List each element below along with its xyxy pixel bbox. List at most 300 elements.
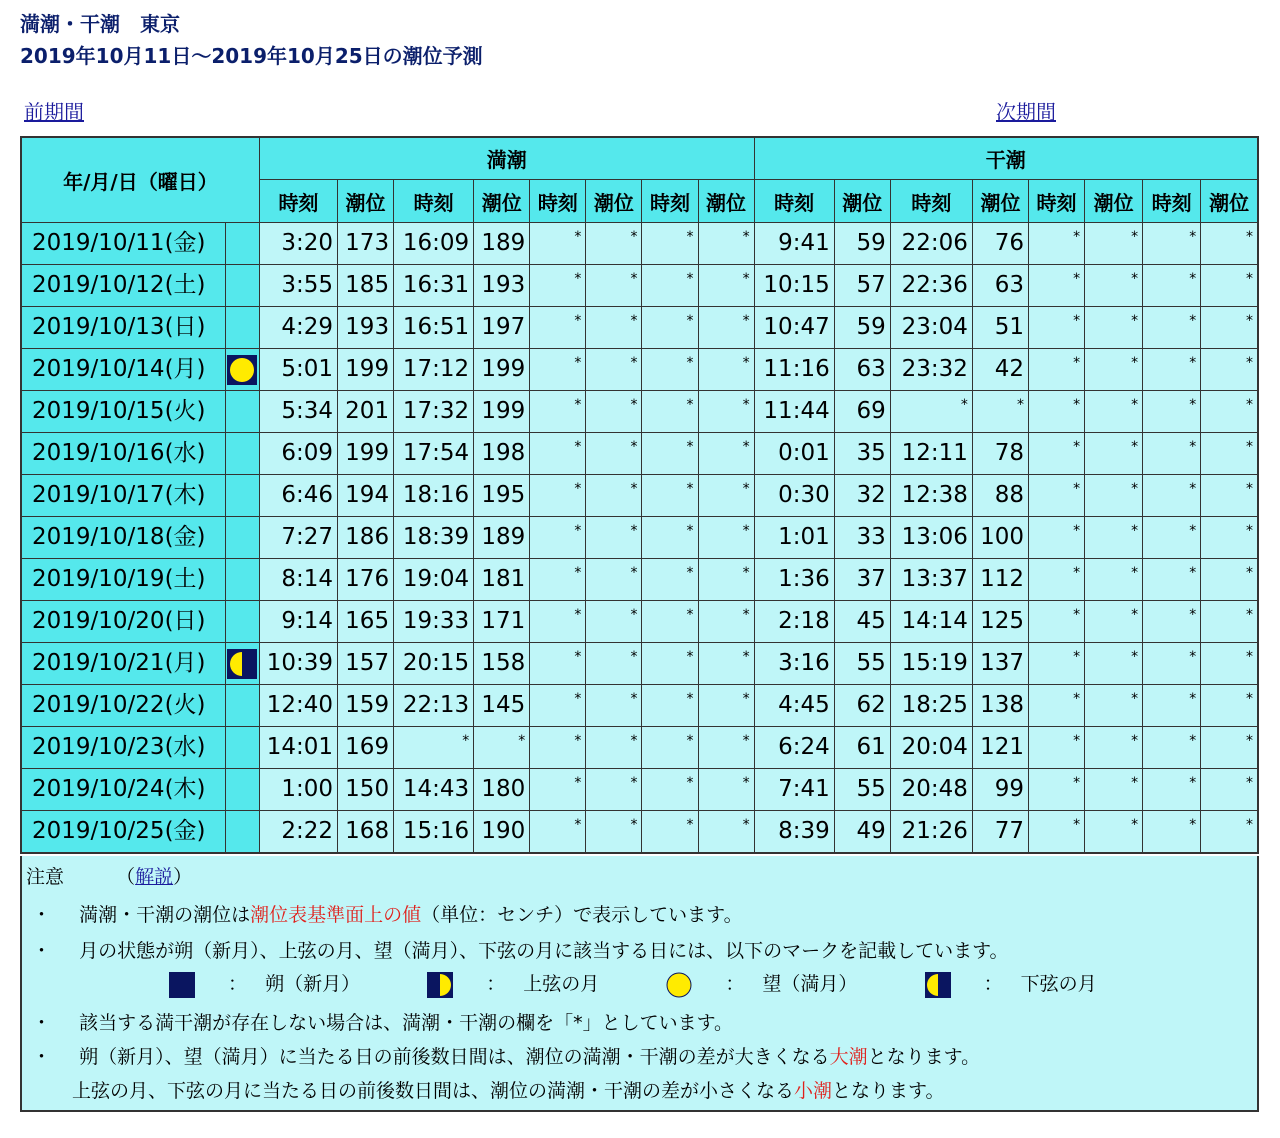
legend-colon: ：	[725, 973, 745, 995]
low-tide-time-cell	[1143, 559, 1201, 601]
low-tide-time-cell	[1029, 643, 1085, 685]
cell-value: 8:14	[281, 566, 333, 592]
high-tide-level-cell	[338, 265, 394, 307]
cell-value: 0:30	[778, 482, 830, 508]
cell-value: 19:04	[402, 566, 470, 592]
low-tide-level-cell	[1085, 349, 1143, 391]
cell-value: 10:47	[763, 314, 830, 340]
cell-value: 16:51	[402, 314, 470, 340]
high-tide-time-cell	[642, 517, 698, 559]
table-row	[21, 223, 1258, 265]
cell-value: *	[960, 397, 968, 413]
high-tide-time-cell	[259, 391, 337, 433]
cell-value: *	[1246, 313, 1253, 329]
low-tide-time-cell	[1143, 349, 1201, 391]
low-tide-time-cell	[1143, 265, 1201, 307]
cell-value: *	[1131, 691, 1139, 707]
low-tide-level-cell	[834, 727, 890, 769]
moon-phase-cell	[225, 769, 259, 811]
low-tide-level-cell	[972, 265, 1028, 307]
date-cell: 2019/10/21(月)	[21, 643, 225, 685]
high-tide-level-cell	[698, 349, 754, 391]
high-tide-time-cell	[394, 391, 474, 433]
moon-phase-cell	[225, 349, 259, 391]
low-tide-time-cell	[754, 475, 834, 517]
high-tide-level-cell	[586, 727, 642, 769]
cell-value: *	[1189, 481, 1197, 497]
new-moon-icon	[168, 971, 196, 999]
low-tide-header: 干潮	[754, 137, 1258, 180]
explanation-link[interactable]: 解説	[135, 866, 174, 888]
high-tide-time-cell	[259, 307, 337, 349]
cell-value: *	[574, 691, 582, 707]
cell-value: 1:00	[281, 776, 333, 802]
low-tide-time-cell	[1143, 475, 1201, 517]
cell-value: *	[742, 817, 750, 833]
tide-table	[20, 136, 1259, 854]
cell-value: *	[1189, 775, 1197, 791]
cell-value: *	[630, 817, 638, 833]
table-row	[21, 307, 1258, 349]
high-tide-time-cell	[530, 811, 586, 854]
cell-value: 18:25	[901, 692, 968, 718]
cell-value: 189	[481, 524, 526, 550]
high-tide-time-cell	[394, 433, 474, 475]
cell-value: *	[630, 691, 638, 707]
low-tide-time-cell	[754, 307, 834, 349]
cell-value: 62	[856, 692, 886, 718]
high-tide-level-cell	[474, 601, 530, 643]
low-tide-level-cell	[834, 643, 890, 685]
low-tide-time-cell	[1029, 517, 1085, 559]
cell-value: 3:55	[281, 272, 333, 298]
cell-value: *	[742, 229, 750, 245]
cell-value: 150	[345, 776, 390, 802]
cell-value: 16:31	[402, 272, 470, 298]
low-tide-level-cell	[1201, 769, 1258, 811]
high-tide-level-cell	[698, 265, 754, 307]
low-tide-level-cell	[1085, 223, 1143, 265]
table-row	[21, 727, 1258, 769]
cell-value: 2:22	[281, 818, 333, 844]
previous-period-link[interactable]: 前期間	[24, 100, 84, 124]
high-tide-level-cell	[586, 517, 642, 559]
cell-value: 198	[481, 440, 526, 466]
cell-value: 8:39	[778, 818, 830, 844]
cell-value: *	[1246, 649, 1253, 665]
level-column-header: 潮位	[586, 180, 642, 223]
cell-value: 199	[345, 440, 390, 466]
cell-value: 11:44	[763, 398, 830, 424]
notes-panel	[20, 856, 1259, 1112]
date-column-header: 年/月/日（曜日）	[21, 137, 259, 223]
cell-value: 51	[994, 314, 1024, 340]
low-tide-time-cell	[1143, 769, 1201, 811]
cell-value: 3:16	[778, 650, 830, 676]
low-tide-level-cell	[834, 475, 890, 517]
low-tide-time-cell	[1143, 811, 1201, 854]
low-tide-level-cell	[1085, 727, 1143, 769]
high-tide-time-cell	[259, 601, 337, 643]
high-tide-level-cell	[698, 307, 754, 349]
high-tide-level-cell	[338, 685, 394, 727]
cell-value: *	[1246, 523, 1253, 539]
high-tide-level-cell	[586, 769, 642, 811]
high-tide-time-cell	[394, 517, 474, 559]
low-tide-level-cell	[1201, 475, 1258, 517]
cell-value: 45	[856, 608, 886, 634]
low-tide-level-cell	[1085, 433, 1143, 475]
cell-value: *	[1189, 607, 1197, 623]
cell-value: *	[1073, 691, 1081, 707]
cell-value: 78	[994, 440, 1024, 466]
cell-value: *	[686, 481, 694, 497]
cell-value: 7:41	[778, 776, 830, 802]
low-tide-level-cell	[1085, 769, 1143, 811]
legend-colon: ：	[228, 973, 248, 995]
cell-value: 22:13	[402, 692, 470, 718]
high-tide-time-cell	[530, 727, 586, 769]
date-cell: 2019/10/16(水)	[21, 433, 225, 475]
cell-value: *	[574, 271, 582, 287]
cell-value: 9:41	[778, 230, 830, 256]
high-tide-level-cell	[474, 223, 530, 265]
low-tide-time-cell	[890, 685, 972, 727]
note-item-missing	[32, 1008, 733, 1035]
cell-value: 180	[481, 776, 526, 802]
date-cell: 2019/10/25(金)	[21, 811, 225, 854]
high-tide-level-cell	[586, 559, 642, 601]
high-tide-time-cell	[642, 727, 698, 769]
low-tide-level-cell	[1201, 265, 1258, 307]
high-tide-level-cell	[586, 601, 642, 643]
cell-value: *	[1246, 565, 1253, 581]
low-tide-level-cell	[1085, 391, 1143, 433]
cell-value: *	[1189, 733, 1197, 749]
cell-value: 181	[481, 566, 526, 592]
cell-value: 20:15	[402, 650, 470, 676]
table-row	[21, 685, 1258, 727]
cell-value: 22:36	[901, 272, 968, 298]
legend-colon: ：	[486, 973, 506, 995]
first-quarter-moon-icon	[426, 971, 454, 999]
cell-value: 193	[345, 314, 390, 340]
low-tide-level-cell	[834, 559, 890, 601]
bullet: ・	[32, 1012, 52, 1034]
cell-value: *	[1073, 607, 1081, 623]
high-tide-time-cell	[530, 685, 586, 727]
high-tide-level-cell	[474, 391, 530, 433]
cell-value: *	[1073, 481, 1081, 497]
cell-value: *	[1017, 397, 1024, 413]
high-tide-level-cell	[474, 307, 530, 349]
cell-value: *	[1073, 523, 1081, 539]
cell-value: *	[1246, 481, 1253, 497]
table-row	[21, 769, 1258, 811]
cell-value: *	[1246, 817, 1253, 833]
low-tide-time-cell	[1143, 601, 1201, 643]
date-cell: 2019/10/12(土)	[21, 265, 225, 307]
cell-value: *	[686, 439, 694, 455]
table-row	[21, 643, 1258, 685]
moon-phase-cell	[225, 475, 259, 517]
moon-phase-cell	[225, 643, 259, 685]
cell-value: *	[574, 481, 582, 497]
cell-value: *	[742, 313, 750, 329]
high-tide-time-cell	[394, 223, 474, 265]
cell-value: *	[574, 649, 582, 665]
low-tide-time-cell	[890, 601, 972, 643]
level-column-header: 潮位	[1201, 180, 1258, 223]
high-tide-level-cell	[586, 685, 642, 727]
date-cell: 2019/10/24(木)	[21, 769, 225, 811]
cell-value: 165	[345, 608, 390, 634]
low-tide-time-cell	[754, 643, 834, 685]
cell-value: *	[574, 397, 582, 413]
low-tide-time-cell	[754, 769, 834, 811]
cell-value: *	[1073, 817, 1081, 833]
cell-value: 77	[994, 818, 1024, 844]
cell-value: *	[1246, 775, 1253, 791]
low-tide-level-cell	[834, 265, 890, 307]
high-tide-time-cell	[642, 685, 698, 727]
cell-value: 21:26	[901, 818, 968, 844]
high-tide-level-cell	[586, 433, 642, 475]
high-tide-level-cell	[474, 265, 530, 307]
high-tide-time-cell	[530, 391, 586, 433]
cell-value: *	[1131, 397, 1139, 413]
cell-value: *	[1073, 733, 1081, 749]
cell-value: *	[1131, 817, 1139, 833]
date-cell: 2019/10/18(金)	[21, 517, 225, 559]
cell-value: 4:45	[778, 692, 830, 718]
low-tide-time-cell	[1029, 349, 1085, 391]
next-period-link[interactable]: 次期間	[996, 100, 1056, 124]
cell-value: *	[742, 607, 750, 623]
moon-phase-cell	[225, 559, 259, 601]
cell-value: 186	[345, 524, 390, 550]
low-tide-time-cell	[890, 391, 972, 433]
low-tide-level-cell	[1201, 601, 1258, 643]
cell-value: *	[1131, 355, 1139, 371]
high-tide-time-cell	[394, 475, 474, 517]
cell-value: 20:04	[901, 734, 968, 760]
cell-value: 189	[481, 230, 526, 256]
moon-phase-cell	[225, 685, 259, 727]
low-tide-level-cell	[972, 349, 1028, 391]
cell-value: 55	[856, 776, 886, 802]
cell-value: *	[686, 649, 694, 665]
low-tide-level-cell	[972, 433, 1028, 475]
table-row	[21, 349, 1258, 391]
cell-value: *	[630, 229, 638, 245]
low-tide-time-cell	[1029, 559, 1085, 601]
cell-value: 17:32	[402, 398, 470, 424]
bullet: ・	[32, 940, 52, 962]
cell-value: 190	[481, 818, 526, 844]
time-column-header: 時刻	[890, 180, 972, 223]
low-tide-level-cell	[1085, 517, 1143, 559]
low-tide-time-cell	[890, 223, 972, 265]
cell-value: 42	[994, 356, 1024, 382]
cell-value: *	[1131, 649, 1139, 665]
cell-value: 159	[345, 692, 390, 718]
table-row	[21, 601, 1258, 643]
low-tide-time-cell	[1029, 307, 1085, 349]
low-tide-level-cell	[834, 223, 890, 265]
high-tide-level-cell	[698, 475, 754, 517]
high-tide-time-cell	[642, 223, 698, 265]
low-tide-time-cell	[1143, 391, 1201, 433]
high-tide-time-cell	[259, 685, 337, 727]
cell-value: *	[1189, 439, 1197, 455]
cell-value: 197	[481, 314, 526, 340]
cell-value: 59	[856, 314, 886, 340]
high-tide-time-cell	[530, 223, 586, 265]
low-tide-time-cell	[890, 265, 972, 307]
high-tide-time-cell	[530, 265, 586, 307]
moon-phase-cell	[225, 391, 259, 433]
high-tide-time-cell	[642, 349, 698, 391]
legend-last-quarter: 下弦の月	[1020, 973, 1097, 995]
low-tide-level-cell	[972, 559, 1028, 601]
low-tide-time-cell	[1143, 685, 1201, 727]
low-tide-time-cell	[890, 475, 972, 517]
low-tide-time-cell	[754, 265, 834, 307]
cell-value: 112	[980, 566, 1024, 592]
cell-value: 76	[994, 230, 1024, 256]
high-tide-level-cell	[698, 517, 754, 559]
cell-value: *	[630, 775, 638, 791]
moon-phase-cell	[225, 307, 259, 349]
cell-value: *	[574, 565, 582, 581]
low-tide-time-cell	[754, 391, 834, 433]
cell-value: 6:46	[281, 482, 333, 508]
cell-value: 17:54	[402, 440, 470, 466]
cell-value: 193	[481, 272, 526, 298]
low-tide-level-cell	[1085, 601, 1143, 643]
moon-phase-cell	[225, 601, 259, 643]
high-tide-level-cell	[698, 811, 754, 854]
cell-value: *	[1189, 565, 1197, 581]
cell-value: 33	[856, 524, 886, 550]
table-row	[21, 391, 1258, 433]
high-tide-level-cell	[586, 349, 642, 391]
high-tide-level-cell	[338, 307, 394, 349]
time-column-header: 時刻	[642, 180, 698, 223]
cell-value: *	[1131, 271, 1139, 287]
cell-value: *	[1246, 691, 1253, 707]
cell-value: 195	[481, 482, 526, 508]
cell-value: *	[686, 775, 694, 791]
cell-value: 15:19	[901, 650, 968, 676]
note5-rest: となります。	[832, 1080, 945, 1102]
moon-phase-cell	[225, 265, 259, 307]
low-tide-level-cell	[1201, 349, 1258, 391]
cell-value: *	[630, 355, 638, 371]
low-tide-time-cell	[1143, 517, 1201, 559]
low-tide-level-cell	[1085, 643, 1143, 685]
high-tide-level-cell	[338, 769, 394, 811]
moon-phase-cell	[225, 223, 259, 265]
level-column-header: 潮位	[338, 180, 394, 223]
cell-value: 6:24	[778, 734, 830, 760]
cell-value: 69	[856, 398, 886, 424]
cell-value: *	[742, 733, 750, 749]
cell-value: *	[1189, 397, 1197, 413]
cell-value: 176	[345, 566, 390, 592]
high-tide-time-cell	[530, 643, 586, 685]
high-tide-level-cell	[698, 391, 754, 433]
high-tide-level-cell	[338, 727, 394, 769]
low-tide-time-cell	[1143, 223, 1201, 265]
time-column-header: 時刻	[1143, 180, 1201, 223]
low-tide-time-cell	[754, 349, 834, 391]
low-tide-time-cell	[890, 643, 972, 685]
high-tide-time-cell	[642, 811, 698, 854]
high-tide-header: 満潮	[259, 137, 754, 180]
last-quarter-moon-icon	[924, 971, 952, 999]
cell-value: *	[686, 355, 694, 371]
low-tide-level-cell	[972, 811, 1028, 854]
high-tide-level-cell	[474, 727, 530, 769]
table-row	[21, 433, 1258, 475]
bullet: ・	[32, 904, 52, 926]
cell-value: *	[1189, 313, 1197, 329]
time-column-header: 時刻	[754, 180, 834, 223]
low-tide-level-cell	[834, 685, 890, 727]
note-item-neap-tide	[72, 1076, 945, 1103]
note1-text: 満潮・干潮の潮位は	[79, 904, 251, 926]
low-tide-time-cell	[754, 223, 834, 265]
high-tide-level-cell	[586, 475, 642, 517]
cell-value: *	[686, 313, 694, 329]
notes-heading-line	[26, 862, 192, 889]
cell-value: 5:34	[281, 398, 333, 424]
cell-value: *	[686, 397, 694, 413]
cell-value: *	[742, 481, 750, 497]
high-tide-time-cell	[394, 685, 474, 727]
cell-value: 121	[980, 734, 1024, 760]
low-tide-level-cell	[1201, 517, 1258, 559]
low-tide-level-cell	[834, 433, 890, 475]
date-cell: 2019/10/20(日)	[21, 601, 225, 643]
low-tide-time-cell	[754, 517, 834, 559]
note3-text: 該当する満干潮が存在しない場合は、満潮・干潮の欄を「*」としています。	[79, 1012, 734, 1034]
low-tide-time-cell	[1029, 265, 1085, 307]
high-tide-time-cell	[259, 223, 337, 265]
cell-value: *	[574, 817, 582, 833]
cell-value: *	[630, 523, 638, 539]
cell-value: 6:09	[281, 440, 333, 466]
notes-heading: 注意	[26, 866, 65, 888]
cell-value: 63	[856, 356, 886, 382]
note4-rest: となります。	[867, 1046, 981, 1068]
high-tide-time-cell	[642, 307, 698, 349]
cell-value: *	[1073, 565, 1081, 581]
time-column-header: 時刻	[394, 180, 474, 223]
low-tide-level-cell	[834, 307, 890, 349]
high-tide-time-cell	[394, 349, 474, 391]
cell-value: 10:15	[763, 272, 830, 298]
high-tide-time-cell	[530, 517, 586, 559]
cell-value: *	[574, 439, 582, 455]
tide-table-body	[21, 223, 1258, 854]
cell-value: 61	[856, 734, 886, 760]
low-tide-level-cell	[972, 769, 1028, 811]
cell-value: *	[742, 397, 750, 413]
low-tide-time-cell	[1143, 643, 1201, 685]
